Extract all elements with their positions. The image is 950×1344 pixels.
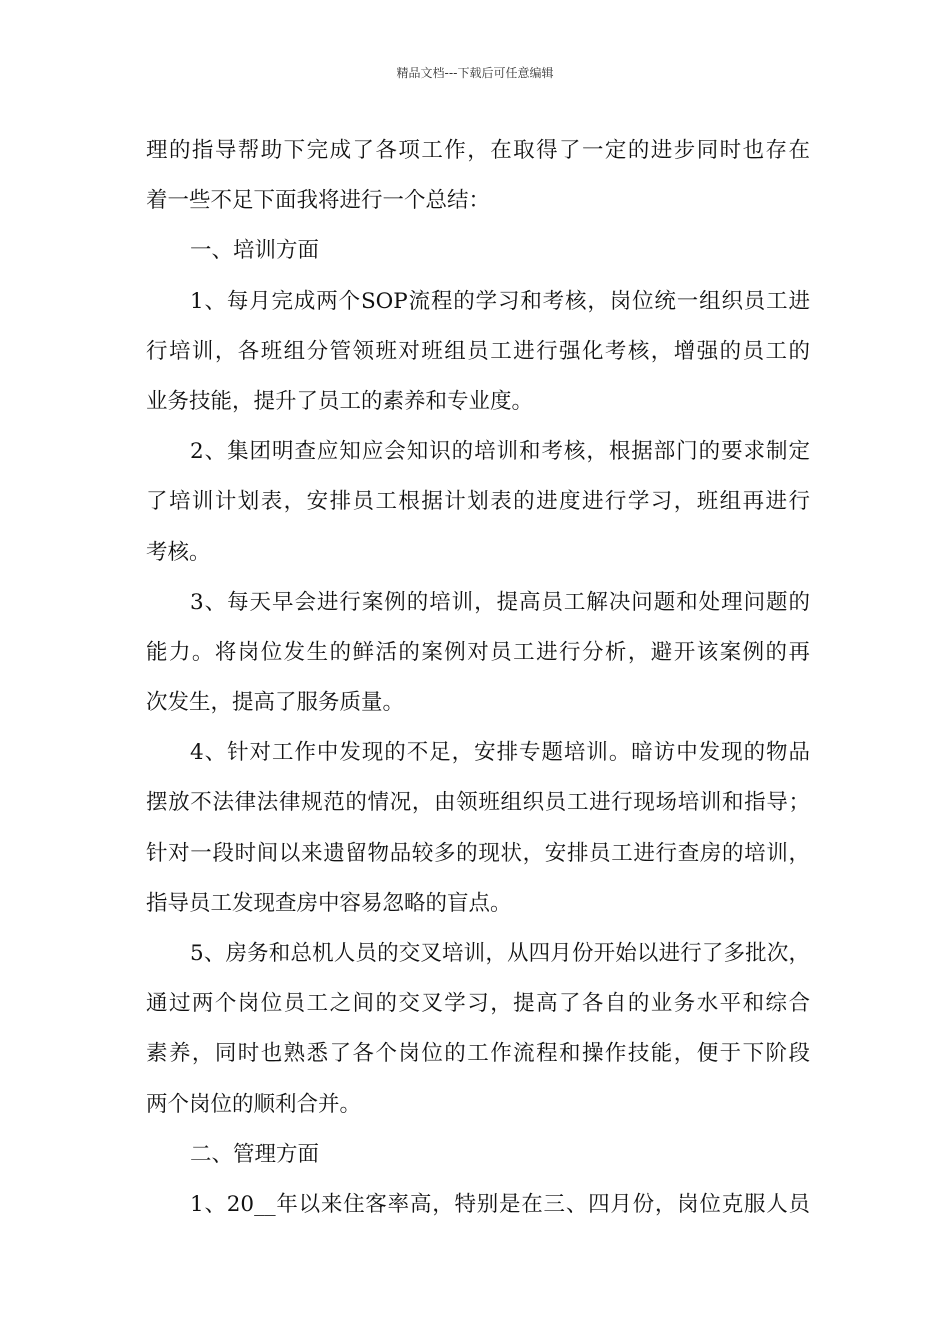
text-line: 了培训计划表，安排员工根据计划表的进度进行学习，班组再进行	[146, 489, 810, 515]
text-line: 两个岗位的顺利合并。	[146, 1091, 362, 1117]
text-line: 摆放不法律法律规范的情况，由领班组织员工进行现场培训和指导；	[146, 790, 810, 816]
text-line: 行培训，各班组分管领班对班组员工进行强化考核，增强的员工的	[146, 338, 810, 364]
text-line: 理的指导帮助下完成了各项工作，在取得了一定的进步同时也存在	[146, 138, 810, 163]
text-line: 2、集团明查应知应会知识的培训和考核，根据部门的要求制定	[190, 439, 810, 465]
document-body	[146, 126, 810, 1230]
page-header: 精品文档---下载后可任意编辑	[396, 66, 554, 80]
text-line: 业务技能，提升了员工的素养和专业度。	[146, 388, 534, 414]
text-line: 1、20__年以来住客率高，特别是在三、四月份，岗位克服人员	[190, 1191, 810, 1217]
text-line: 4、针对工作中发现的不足，安排专题培训。暗访中发现的物品	[190, 740, 810, 766]
text-line: 5、房务和总机人员的交叉培训，从四月份开始以进行了多批次，	[190, 941, 810, 966]
text-line: 着一些不足下面我将进行一个总结：	[146, 188, 491, 214]
section-heading-training: 一、培训方面	[190, 238, 320, 264]
text-line: 1、每月完成两个SOP流程的学习和考核，岗位统一组织员工进	[190, 288, 810, 314]
text-line: 素养，同时也熟悉了各个岗位的工作流程和操作技能，便于下阶段	[146, 1041, 810, 1067]
text-line: 通过两个岗位员工之间的交叉学习，提高了各自的业务水平和综合	[146, 991, 810, 1017]
text-line: 次发生，提高了服务质量。	[146, 690, 405, 716]
text-line: 指导员工发现查房中容易忽略的盲点。	[146, 890, 512, 916]
text-line: 针对一段时间以来遗留物品较多的现状，安排员工进行查房的培训，	[146, 840, 810, 866]
text-line: 考核。	[146, 539, 211, 565]
text-line: 能力。将岗位发生的鲜活的案例对员工进行分析，避开该案例的再	[146, 639, 810, 665]
text-line: 3、每天早会进行案例的培训，提高员工解决问题和处理问题的	[190, 589, 810, 615]
section-heading-management: 二、管理方面	[190, 1141, 320, 1167]
